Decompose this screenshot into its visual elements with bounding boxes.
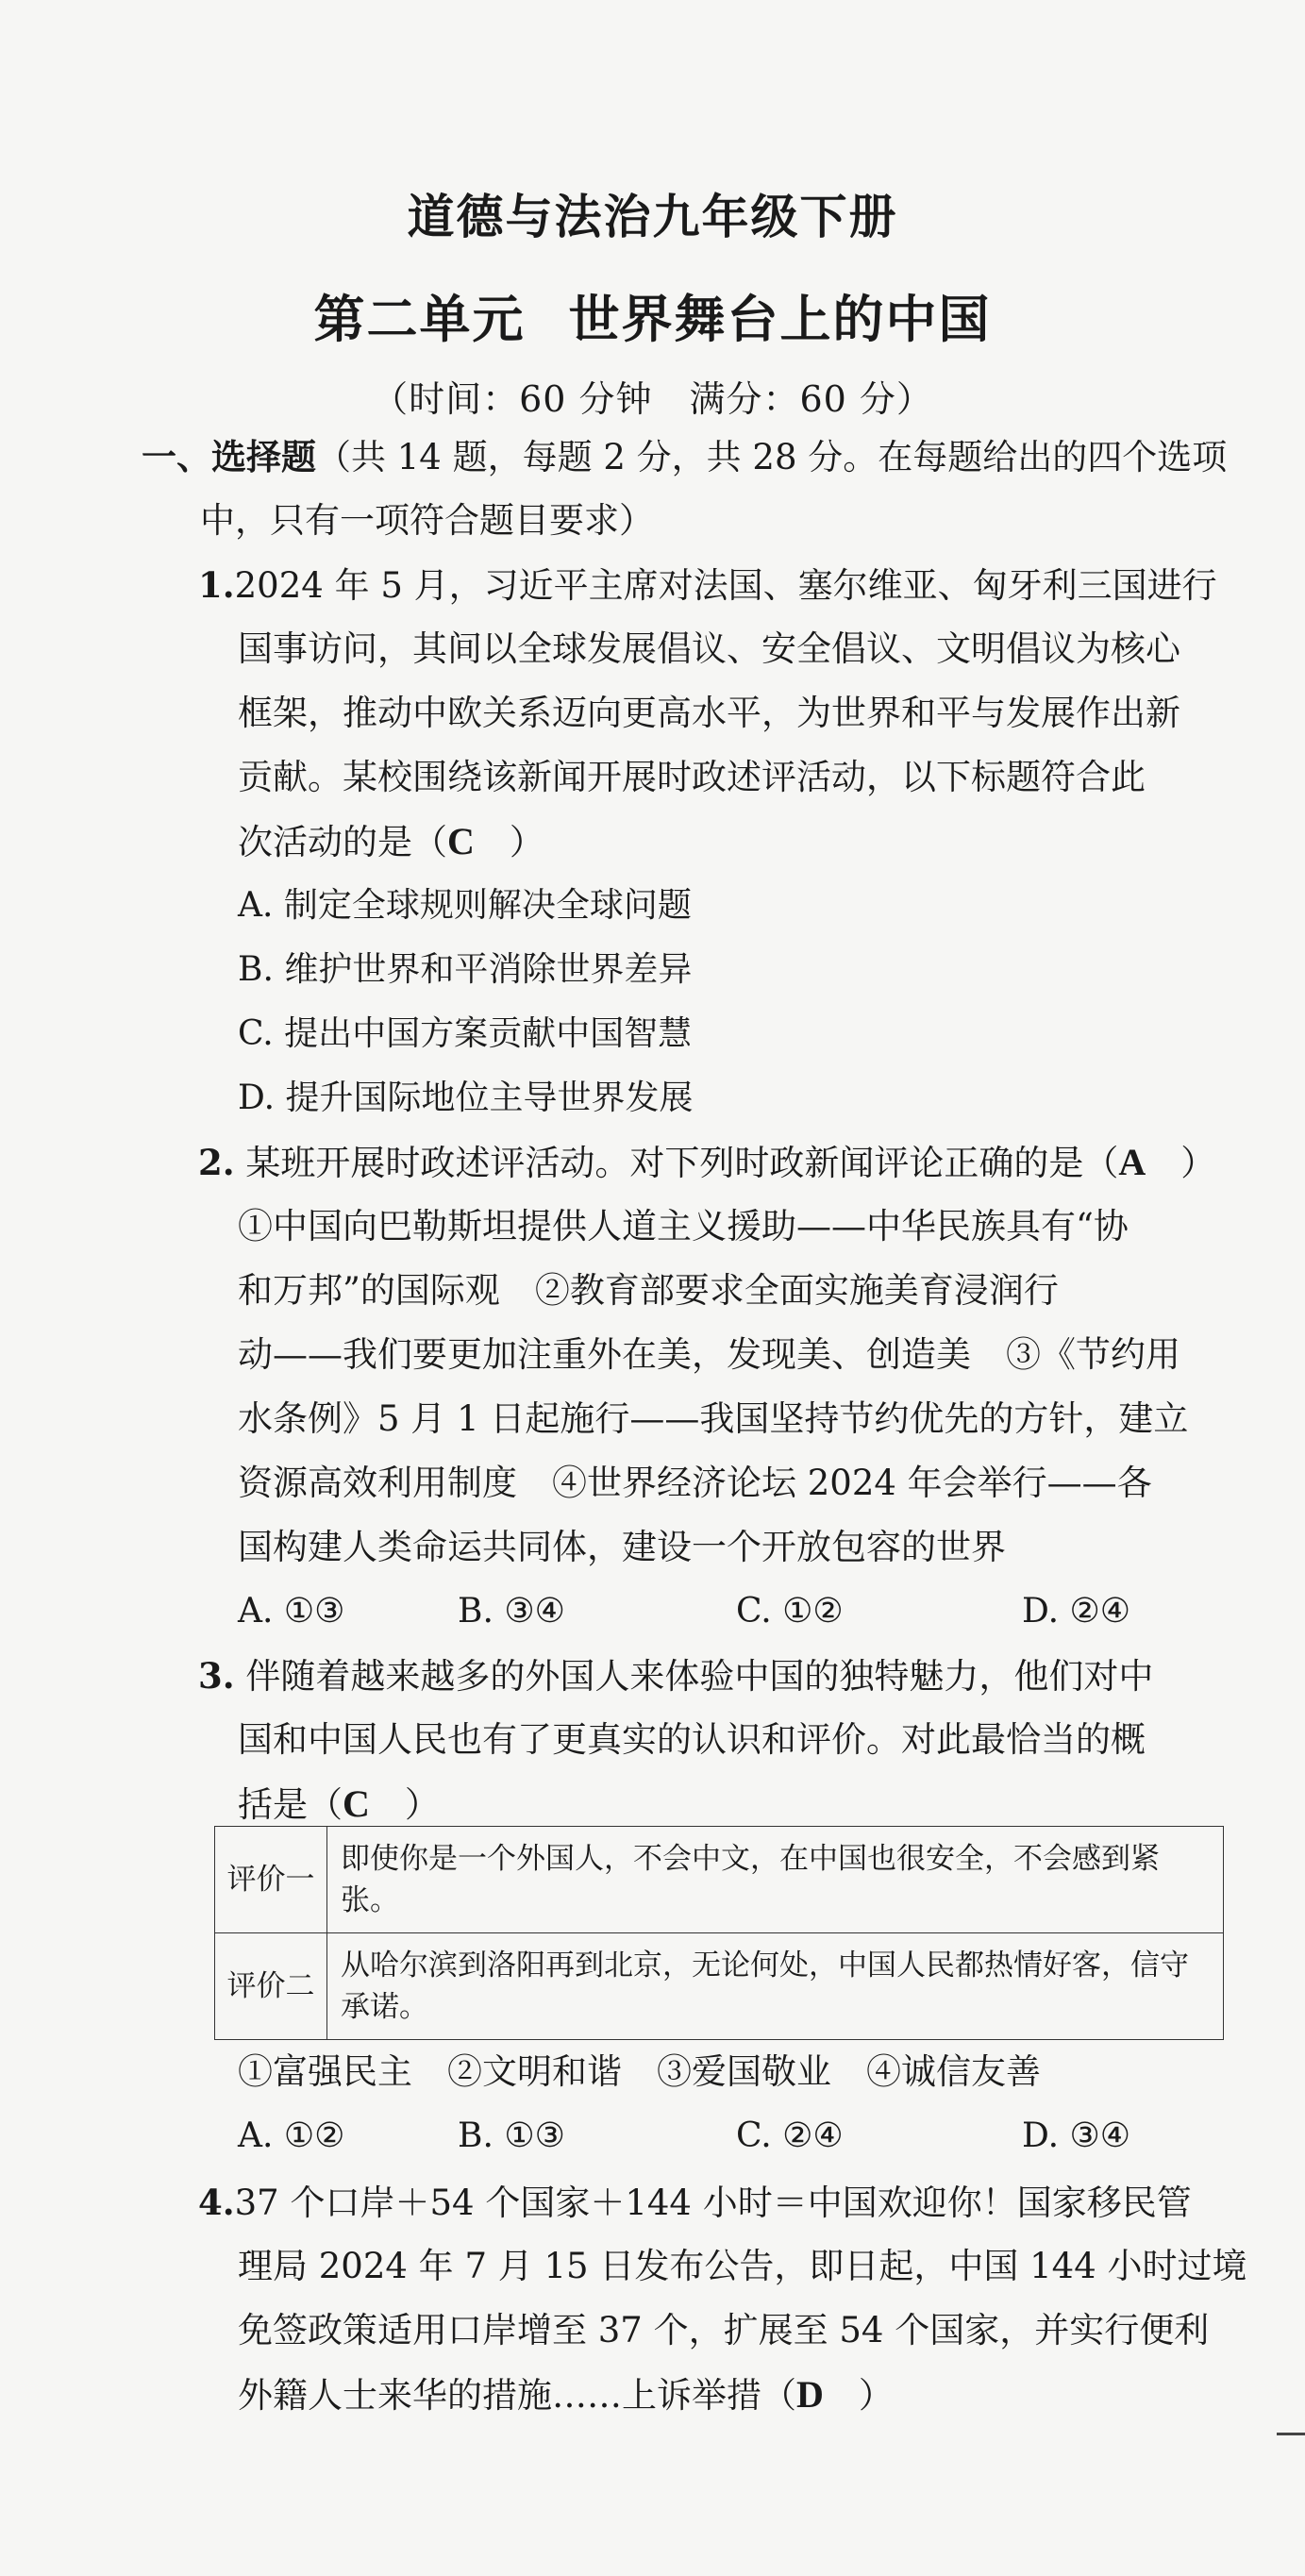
answer-mark: A — [1118, 1141, 1146, 1183]
section-heading: 一、选择题 — [142, 436, 316, 477]
section-instructions-cont: 中，只有一项符合题目要求） — [200, 500, 654, 541]
question-3-line-1: 3. 伴随着越来越多的外国人来体验中国的独特魅力，他们对中 — [198, 1655, 1154, 1697]
table-text: 即使你是一个外国人，不会中文，在中国也很安全，不会感到紧张。 — [327, 1827, 1224, 1933]
question-3-statements: ①富强民主 ②文明和谐 ③爱国敬业 ④诚信友善 — [238, 2051, 1041, 2092]
question-3-line-2: 国和中国人民也有了更真实的认识和评价。对此最恰当的概 — [238, 1719, 1146, 1760]
question-2-line-6: 资源高效利用制度 ④世界经济论坛 2024 年会举行——各 — [238, 1463, 1152, 1503]
question-1-line-2: 国事访问，其间以全球发展倡议、安全倡议、文明倡议为核心 — [238, 628, 1180, 669]
option-d: D. ③④ — [1022, 2116, 1131, 2155]
question-2-line-3: 和万邦”的国际观 ②教育部要求全面实施美育浸润行 — [238, 1270, 1059, 1311]
unit-name: 世界舞台上的中国 — [568, 289, 992, 349]
exam-info: （时间：60 分钟 满分：60 分） — [372, 378, 933, 420]
question-1-line-5: 次活动的是（C ） — [238, 820, 544, 862]
question-2-line-5: 水条例》5 月 1 日起施行——我国坚持节约优先的方针，建立 — [238, 1398, 1189, 1439]
answer-mark: C — [343, 1782, 370, 1825]
section-instructions: 一、选择题（共 14 题，每题 2 分，共 28 分。在每题给出的四个选项 — [142, 436, 1228, 477]
question-1-line-1: 1.2024 年 5 月，习近平主席对法国、塞尔维亚、匈牙利三国进行 — [198, 564, 1217, 606]
option-c: C. 提出中国方案贡献中国智慧 — [238, 1014, 693, 1053]
book-title: 道德与法治九年级下册 — [407, 189, 898, 244]
question-2-line-2: ①中国向巴勒斯坦提供人道主义援助——中华民族具有“协 — [238, 1206, 1129, 1246]
option-c: C. ②④ — [736, 2116, 844, 2155]
table-key: 评价一 — [215, 1827, 327, 1933]
question-number: 3. — [198, 1655, 235, 1697]
question-2-line-7: 国构建人类命运共同体，建设一个开放包容的世界 — [238, 1527, 1006, 1567]
question-2-line-1: 2. 某班开展时政述评活动。对下列时政新闻评论正确的是（A ） — [198, 1141, 1216, 1183]
option-b: B. 维护世界和平消除世界差异 — [238, 950, 693, 989]
question-4-line-4: 外籍人士来华的措施……上诉举措（D ） — [238, 2373, 894, 2416]
question-3-line-3: 括是（C ） — [238, 1782, 440, 1825]
question-4-line-1: 4.37 个口岸＋54 个国家＋144 小时＝中国欢迎你！国家移民管 — [198, 2182, 1192, 2223]
table-row — [215, 1827, 1224, 1933]
question-4-line-3: 免签政策适用口岸增至 37 个，扩展至 54 个国家，并实行便利 — [238, 2310, 1210, 2350]
table-row — [215, 1933, 1224, 2040]
evaluation-table — [214, 1826, 1224, 2040]
unit-title — [0, 279, 1305, 352]
question-number: 4. — [198, 2182, 235, 2223]
option-b: B. ③④ — [458, 1592, 565, 1631]
answer-mark: D — [796, 2373, 824, 2416]
option-d: D. ②④ — [1022, 1592, 1131, 1631]
option-a: A. 制定全球规则解决全球问题 — [238, 886, 692, 925]
table-key: 评价二 — [215, 1933, 327, 2040]
option-d: D. 提升国际地位主导世界发展 — [238, 1079, 694, 1117]
option-a: A. ①③ — [238, 1592, 345, 1631]
question-2-line-4: 动——我们要更加注重外在美，发现美、创造美 ③《节约用 — [238, 1334, 1180, 1375]
question-number: 2. — [198, 1142, 235, 1183]
question-1-line-4: 贡献。某校围绕该新闻开展时政述评活动，以下标题符合此 — [238, 757, 1146, 797]
answer-mark: C — [447, 820, 475, 862]
question-1-line-3: 框架，推动中欧关系迈向更高水平，为世界和平与发展作出新 — [238, 693, 1180, 733]
unit-number: 第二单元 — [313, 289, 526, 349]
question-number: 1. — [198, 564, 235, 606]
page-edge-mark — [1277, 2433, 1305, 2435]
option-a: A. ①② — [238, 2116, 345, 2155]
option-c: C. ①② — [736, 1592, 844, 1631]
table-text: 从哈尔滨到洛阳再到北京，无论何处，中国人民都热情好客，信守承诺。 — [327, 1933, 1224, 2040]
question-4-line-2: 理局 2024 年 7 月 15 日发布公告，即日起，中国 144 小时过境 — [238, 2246, 1247, 2286]
option-b: B. ①③ — [458, 2116, 565, 2155]
